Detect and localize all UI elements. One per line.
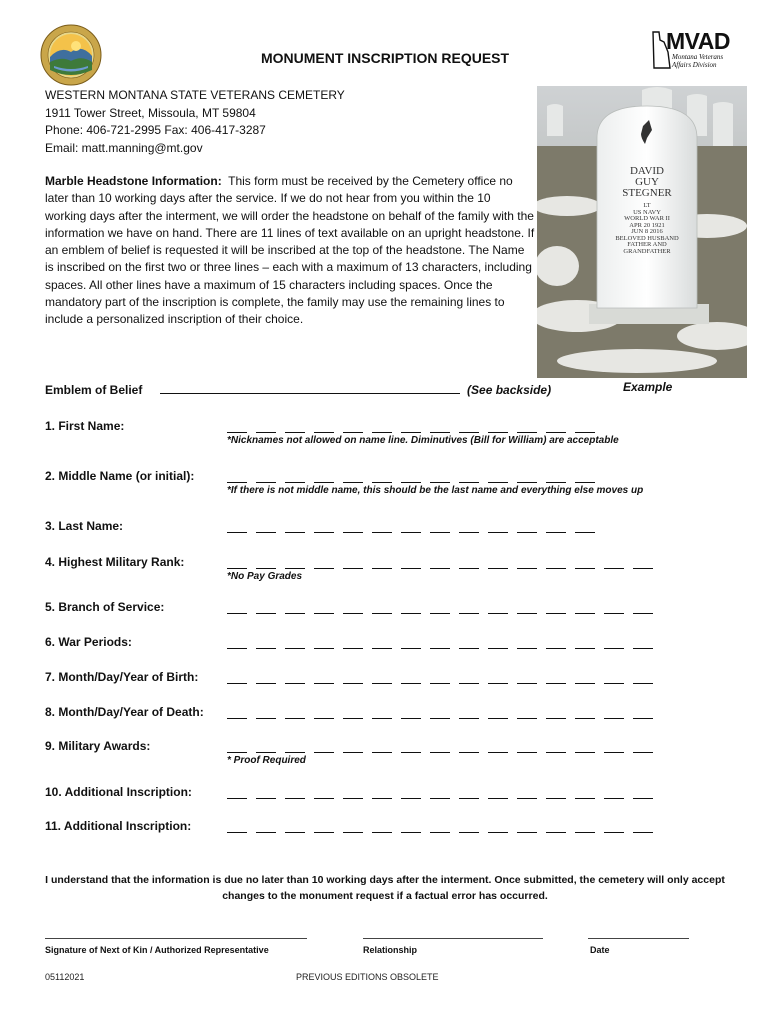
character-blank[interactable] <box>372 832 392 833</box>
character-blank[interactable] <box>633 683 653 684</box>
field-label: 10. Additional Inscription: <box>45 785 192 799</box>
character-blank[interactable] <box>517 798 537 799</box>
character-blank[interactable] <box>488 568 508 569</box>
character-blanks[interactable] <box>227 613 653 614</box>
headstone-line: GUY <box>635 176 659 188</box>
character-blank[interactable] <box>633 832 653 833</box>
character-blank[interactable] <box>256 798 276 799</box>
character-blank[interactable] <box>546 568 566 569</box>
character-blank[interactable] <box>256 648 276 649</box>
character-blank[interactable] <box>285 568 305 569</box>
character-blank[interactable] <box>575 613 595 614</box>
character-blank[interactable] <box>401 752 421 753</box>
character-blank[interactable] <box>372 613 392 614</box>
character-blank[interactable] <box>285 752 305 753</box>
example-caption: Example <box>623 380 673 394</box>
character-blank[interactable] <box>604 752 624 753</box>
character-blank[interactable] <box>227 832 247 833</box>
cemetery-email: Email: matt.manning@mt.gov <box>45 140 203 155</box>
character-blank[interactable] <box>575 648 595 649</box>
character-blank[interactable] <box>227 613 247 614</box>
character-blank[interactable] <box>633 798 653 799</box>
character-blank[interactable] <box>314 683 334 684</box>
headstone-line: BELOVED HUSBAND <box>615 234 679 242</box>
character-blank[interactable] <box>401 798 421 799</box>
character-blank[interactable] <box>488 613 508 614</box>
character-blank[interactable] <box>488 482 508 483</box>
character-blank[interactable] <box>488 798 508 799</box>
character-blanks[interactable] <box>227 752 653 753</box>
form-title: MONUMENT INSCRIPTION REQUEST <box>260 50 510 66</box>
character-blank[interactable] <box>256 718 276 719</box>
headstone-line: US NAVY <box>633 208 661 216</box>
character-blank[interactable] <box>285 482 305 483</box>
character-blank[interactable] <box>343 683 363 684</box>
character-blank[interactable] <box>459 683 479 684</box>
mvad-subtitle-line-1: Montana Veterans <box>672 53 724 61</box>
character-blank[interactable] <box>488 683 508 684</box>
headstone-line: GRANDFATHER <box>623 247 671 255</box>
character-blank[interactable] <box>401 532 421 533</box>
character-blank[interactable] <box>430 752 450 753</box>
character-blank[interactable] <box>430 432 450 433</box>
character-blank[interactable] <box>488 832 508 833</box>
character-blank[interactable] <box>604 568 624 569</box>
character-blank[interactable] <box>430 683 450 684</box>
character-blank[interactable] <box>285 798 305 799</box>
character-blank[interactable] <box>488 718 508 719</box>
character-blank[interactable] <box>227 432 247 433</box>
cemetery-name: WESTERN MONTANA STATE VETERANS CEMETERY <box>45 88 345 102</box>
character-blank[interactable] <box>546 482 566 483</box>
character-blank[interactable] <box>285 532 305 533</box>
character-blank[interactable] <box>343 752 363 753</box>
character-blank[interactable] <box>372 648 392 649</box>
character-blanks[interactable] <box>227 832 653 833</box>
character-blank[interactable] <box>604 683 624 684</box>
emblem-input-line[interactable] <box>160 384 460 394</box>
character-blanks[interactable] <box>227 648 653 649</box>
emblem-label: Emblem of Belief <box>45 383 143 397</box>
headstone-line: JUN 8 2016 <box>631 228 663 235</box>
field-note: * Proof Required <box>227 755 306 766</box>
character-blank[interactable] <box>575 683 595 684</box>
headstone-information <box>45 173 535 329</box>
character-blanks[interactable] <box>227 482 595 483</box>
cemetery-address <box>45 87 345 157</box>
character-blank[interactable] <box>517 432 537 433</box>
emblem-of-belief-row <box>45 383 551 397</box>
character-blank[interactable] <box>256 432 276 433</box>
character-blank[interactable] <box>256 532 276 533</box>
character-blank[interactable] <box>285 718 305 719</box>
character-blank[interactable] <box>488 648 508 649</box>
character-blank[interactable] <box>401 482 421 483</box>
character-blank[interactable] <box>285 832 305 833</box>
character-blank[interactable] <box>575 532 595 533</box>
character-blank[interactable] <box>256 568 276 569</box>
character-blank[interactable] <box>575 752 595 753</box>
character-blank[interactable] <box>343 648 363 649</box>
mvad-wordmark: MVAD <box>666 28 731 54</box>
character-blank[interactable] <box>546 718 566 719</box>
character-blank[interactable] <box>343 832 363 833</box>
character-blank[interactable] <box>459 752 479 753</box>
character-blank[interactable] <box>314 832 334 833</box>
character-blank[interactable] <box>517 752 537 753</box>
character-blank[interactable] <box>633 718 653 719</box>
character-blank[interactable] <box>459 718 479 719</box>
character-blank[interactable] <box>343 568 363 569</box>
character-blank[interactable] <box>401 613 421 614</box>
character-blank[interactable] <box>314 613 334 614</box>
character-blank[interactable] <box>256 832 276 833</box>
character-blank[interactable] <box>372 798 392 799</box>
character-blank[interactable] <box>285 648 305 649</box>
character-blank[interactable] <box>575 482 595 483</box>
character-blank[interactable] <box>546 613 566 614</box>
character-blank[interactable] <box>488 432 508 433</box>
headstone-line: WORLD WAR II <box>624 215 670 222</box>
character-blank[interactable] <box>285 683 305 684</box>
relationship-label: Relationship <box>363 945 418 955</box>
character-blank[interactable] <box>343 482 363 483</box>
character-blanks[interactable] <box>227 568 653 569</box>
field-note: *If there is not middle name, this should be the last name and everything else moves up <box>227 485 644 496</box>
character-blank[interactable] <box>488 532 508 533</box>
character-blank[interactable] <box>575 432 595 433</box>
character-blank[interactable] <box>546 832 566 833</box>
character-blank[interactable] <box>459 482 479 483</box>
character-blank[interactable] <box>430 568 450 569</box>
character-blank[interactable] <box>517 648 537 649</box>
headstone-line: APR 20 1921 <box>629 221 665 229</box>
character-blank[interactable] <box>343 718 363 719</box>
character-blank[interactable] <box>517 832 537 833</box>
character-blank[interactable] <box>256 613 276 614</box>
character-blank[interactable] <box>546 432 566 433</box>
character-blank[interactable] <box>372 568 392 569</box>
character-blank[interactable] <box>633 648 653 649</box>
character-blank[interactable] <box>256 683 276 684</box>
character-blank[interactable] <box>256 752 276 753</box>
character-blank[interactable] <box>314 432 334 433</box>
character-blank[interactable] <box>517 532 537 533</box>
relationship-line[interactable] <box>363 938 543 939</box>
field-label: 5. Branch of Service: <box>45 600 165 614</box>
character-blank[interactable] <box>633 613 653 614</box>
previous-editions-note: PREVIOUS EDITIONS OBSOLETE <box>296 972 439 982</box>
character-blank[interactable] <box>227 798 247 799</box>
mvad-subtitle-line-2: Affairs Division <box>672 61 717 69</box>
character-blank[interactable] <box>546 798 566 799</box>
character-blank[interactable] <box>459 532 479 533</box>
character-blank[interactable] <box>430 482 450 483</box>
character-blank[interactable] <box>372 752 392 753</box>
character-blank[interactable] <box>314 568 334 569</box>
acknowledgement-statement: I understand that the information is due no later than 10 working days after the interment. Once submitted, the cemetery will only accept changes to the monument request if a factual error has occurred. <box>45 874 725 902</box>
field-label: 11. Additional Inscription: <box>45 819 192 833</box>
character-blank[interactable] <box>256 482 276 483</box>
character-blank[interactable] <box>430 532 450 533</box>
field-label: 1. First Name: <box>45 419 125 433</box>
field-label: 8. Month/Day/Year of Death: <box>45 705 204 719</box>
character-blank[interactable] <box>517 613 537 614</box>
character-blank[interactable] <box>227 532 247 533</box>
character-blank[interactable] <box>372 482 392 483</box>
character-blank[interactable] <box>401 683 421 684</box>
headstone-line: FATHER AND <box>627 241 667 248</box>
character-blank[interactable] <box>343 432 363 433</box>
character-blank[interactable] <box>459 648 479 649</box>
character-blank[interactable] <box>546 752 566 753</box>
cemetery-phone: Phone: 406-721-2995 Fax: 406-417-3287 <box>45 123 266 137</box>
field-label: 7. Month/Day/Year of Birth: <box>45 670 199 684</box>
emblem-see-backside-note: (See backside) <box>467 383 552 397</box>
character-blank[interactable] <box>314 482 334 483</box>
character-blank[interactable] <box>372 532 392 533</box>
info-body: This form must be received by the Cemetery office no later than 10 working days after the service. If we do not hear from you within the 10 working days after the interment, we will order the headstone on behalf of the family with the information we have on hand. There are 11 lines of text available on an upright headstone. If an emblem of belief is requested it will be inscribed at the top of the headstone. The Name is inscribed on the first two or three lines – each with a maximum of 13 characters, including spaces. All other lines have a maximum of 15 characters including spaces. Once the mandatory part of the inscription is complete, the family may use the remaining lines to include a personalized inscription of their choice. <box>45 174 535 327</box>
character-blank[interactable] <box>575 798 595 799</box>
character-blank[interactable] <box>633 568 653 569</box>
character-blank[interactable] <box>314 798 334 799</box>
field-label: 2. Middle Name (or initial): <box>45 469 195 483</box>
date-label: Date <box>590 945 610 955</box>
form-code: 05112021 <box>45 972 85 982</box>
character-blank[interactable] <box>227 718 247 719</box>
info-heading: Marble Headstone Information: <box>45 174 222 188</box>
character-blank[interactable] <box>459 613 479 614</box>
character-blank[interactable] <box>227 482 247 483</box>
character-blanks[interactable] <box>227 718 653 719</box>
signature-label: Signature of Next of Kin / Authorized Representative <box>45 945 269 955</box>
character-blank[interactable] <box>488 752 508 753</box>
character-blank[interactable] <box>575 718 595 719</box>
character-blank[interactable] <box>546 648 566 649</box>
character-blanks[interactable] <box>227 683 653 684</box>
character-blank[interactable] <box>401 718 421 719</box>
character-blank[interactable] <box>430 648 450 649</box>
cemetery-street: 1911 Tower Street, Missoula, MT 59804 <box>45 105 256 120</box>
character-blank[interactable] <box>401 648 421 649</box>
character-blank[interactable] <box>430 718 450 719</box>
field-label: 3. Last Name: <box>45 519 124 533</box>
character-blank[interactable] <box>343 613 363 614</box>
headstone-line: LT <box>643 202 651 209</box>
character-blank[interactable] <box>459 798 479 799</box>
character-blank[interactable] <box>517 718 537 719</box>
character-blank[interactable] <box>285 613 305 614</box>
character-blank[interactable] <box>314 532 334 533</box>
character-blank[interactable] <box>604 798 624 799</box>
character-blank[interactable] <box>343 532 363 533</box>
character-blank[interactable] <box>401 432 421 433</box>
headstone-line: DAVID <box>629 165 665 177</box>
character-blank[interactable] <box>459 432 479 433</box>
character-blank[interactable] <box>575 568 595 569</box>
character-blank[interactable] <box>517 568 537 569</box>
character-blank[interactable] <box>227 683 247 684</box>
character-blank[interactable] <box>227 752 247 753</box>
field-note: *Nicknames not allowed on name line. Diminutives (Bill for William) are acceptable <box>227 435 619 446</box>
character-blank[interactable] <box>343 798 363 799</box>
character-blank[interactable] <box>575 832 595 833</box>
field-label: 9. Military Awards: <box>45 739 151 753</box>
character-blank[interactable] <box>401 832 421 833</box>
character-blanks[interactable] <box>227 432 595 433</box>
character-blank[interactable] <box>633 752 653 753</box>
character-blank[interactable] <box>604 718 624 719</box>
character-blank[interactable] <box>401 568 421 569</box>
headstone-line: STEGNER <box>622 187 672 199</box>
signature-line[interactable] <box>45 938 307 939</box>
date-line[interactable] <box>588 938 689 939</box>
character-blank[interactable] <box>604 832 624 833</box>
character-blank[interactable] <box>604 648 624 649</box>
character-blank[interactable] <box>459 568 479 569</box>
character-blank[interactable] <box>227 568 247 569</box>
field-label: 6. War Periods: <box>45 635 132 649</box>
character-blank[interactable] <box>430 798 450 799</box>
character-blank[interactable] <box>285 432 305 433</box>
character-blank[interactable] <box>546 532 566 533</box>
character-blank[interactable] <box>372 432 392 433</box>
character-blank[interactable] <box>517 482 537 483</box>
character-blank[interactable] <box>314 648 334 649</box>
character-blank[interactable] <box>372 683 392 684</box>
character-blank[interactable] <box>430 613 450 614</box>
field-note: *No Pay Grades <box>227 571 303 582</box>
character-blank[interactable] <box>546 683 566 684</box>
character-blank[interactable] <box>314 752 334 753</box>
character-blank[interactable] <box>517 683 537 684</box>
character-blank[interactable] <box>372 718 392 719</box>
character-blank[interactable] <box>604 613 624 614</box>
field-label: 4. Highest Military Rank: <box>45 555 185 569</box>
character-blanks[interactable] <box>227 532 595 533</box>
character-blank[interactable] <box>227 648 247 649</box>
character-blank[interactable] <box>314 718 334 719</box>
character-blank[interactable] <box>430 832 450 833</box>
character-blanks[interactable] <box>227 798 653 799</box>
example-headstone-photo <box>537 86 747 378</box>
character-blank[interactable] <box>459 832 479 833</box>
headstone-inscription <box>597 166 697 255</box>
